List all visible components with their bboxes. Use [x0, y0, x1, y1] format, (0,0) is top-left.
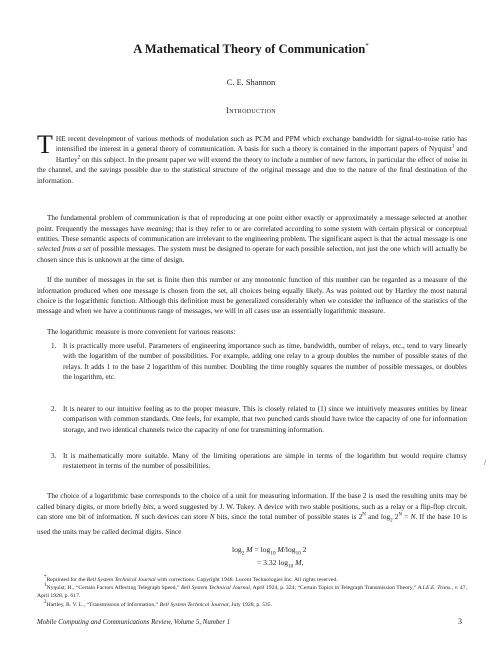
page-number: 3: [458, 617, 462, 626]
list-item: [51, 404, 467, 435]
log-measure-intro: The logarithmic measure is more convenient for various reasons:: [47, 328, 236, 337]
fundamental-paragraph: The fundamental problem of communication is that of reproducing at one point either exactly or approximately a message selected at another point. Frequently the messages have meaning; that is they refer to or are correlated according to some system with certain physical or conceptual entities. These semantic aspects of communication are irrelevant to the engineering problem. The significant aspect is that the actual message is one selected from a set of possible messages. The system must be designed to operate for each possible selection, not just the one which will actually be chosen since this is unknown at the time of design.: [37, 214, 468, 264]
footnotes: [37, 576, 467, 609]
title-footnote-mark: *: [365, 42, 369, 50]
equation-line-2: = 3.32 $\log_{10} M$,: [257, 558, 304, 570]
equation-line-1: $\log_2 M = \log_{10} M/\log_{10}$ 2: [232, 545, 307, 557]
section-heading: Introduction: [226, 106, 276, 115]
list-number: 1.: [51, 342, 57, 350]
running-footer: Mobile Computing and Communications Review, Volume 5, Number 1: [37, 619, 231, 626]
list-text: It is nearer to our intuitive feeling as to the proper measure. This is closely related to (1) since we intuitively measures entities by linear comparison with common standards. One feels, for example, that two punched cards should have twice the capacity of one for information storage, and two identical channels twice the capacity of one for transmitting information.: [63, 405, 467, 434]
footnote-hartley: $^2$Hartley, R. V. L., “Transmission of Information,” Bell System Technical Journal, July 1928, p. 535.: [44, 599, 273, 608]
log-base-paragraph: The choice of a logarithmic base corresponds to the choice of a unit for measuring information. If the base 2 is used the resulting units may be called binary digits, or more briefly bits, a word suggested by J. W. Tukey. A device with two stable positions, such as a relay or a flip-flop circuit, can store one bit of information. N such devices can store N bits, since the total number of possible states is 2$^N$ and $\log_2 2^N = N$. If the base 10 is used the units may be called decimal digits. Since: [37, 492, 467, 536]
list-text: It is practically more useful. Parameters of engineering importance such as time, bandwidth, number of relays, etc., tend to vary linearly with the logarithm of the number of possibilities. For example, adding one relay to a group doubles the number of possible states of the relays. It adds 1 to the base 2 logarithm of this number. Doubling the time roughly squares the number of possible messages, or doubles the logarithm, etc.: [63, 342, 467, 382]
paper-title: A Mathematical Theory of Communication*: [133, 42, 369, 57]
footnote-ref-1: 1: [451, 145, 455, 150]
list-text: It is mathematically more suitable. Many of the limiting operations are simple in terms of the logarithm but would require clumsy restatement in terms of the number of possibilities.: [63, 452, 467, 471]
intro-paragraph: THE recent development of various methods of modulation such as PCM and PPM which exchange bandwidth for signal-to-noise ratio has intensified the interest in a general theory of communication. A basis for such a theory is contained in the important papers of Nyquist$^1$ and Hartley$^2$ on this subject. In the present paper we will extend the theory to include a number of new factors, in particular the effect of noise in the channel, and the savings possible due to the statistical structure of the original message and due to the nature of the final destination of the information.: [37, 130, 468, 185]
footnote-nyquist: $^1$Nyquist, H., “Certain Factors Affecting Telegraph Speed,” Bell System Technical Journal, April 1924, p. 324; “Certain Topics in Telegraph Transmission Theory,” A.I.E.E. Trans., v. 47, April 1928, p. 617.: [37, 583, 467, 600]
list-number: 2.: [51, 405, 57, 413]
margin-mark: /: [484, 459, 486, 467]
footnote-ref-2: 2: [77, 155, 81, 161]
finite-set-paragraph: If the number of messages in the set is finite then this number or any monotonic function of this number can be regarded as a measure of the information produced when one message is chosen from the set, all choices being equally likely. As was pointed out by Hartley the most natural choice is the logarithmic function. Although this definition must be generalized considerably when we consider the influence of the statistics of the message and when we have a continuous range of messages, we will in all cases use an essentially logarithmic measure.: [37, 276, 467, 316]
footnote-reprint: *Reprinted for the Bell System Technical Journal with corrections. Copyright 1948. Lucent Technologies Inc. All rights reserved.: [44, 575, 338, 583]
author-name: C. E. Shannon: [226, 78, 276, 87]
list-number: 3.: [51, 452, 57, 460]
list-item: [51, 341, 467, 383]
list-item: [51, 451, 467, 472]
drop-cap: T: [37, 130, 53, 159]
